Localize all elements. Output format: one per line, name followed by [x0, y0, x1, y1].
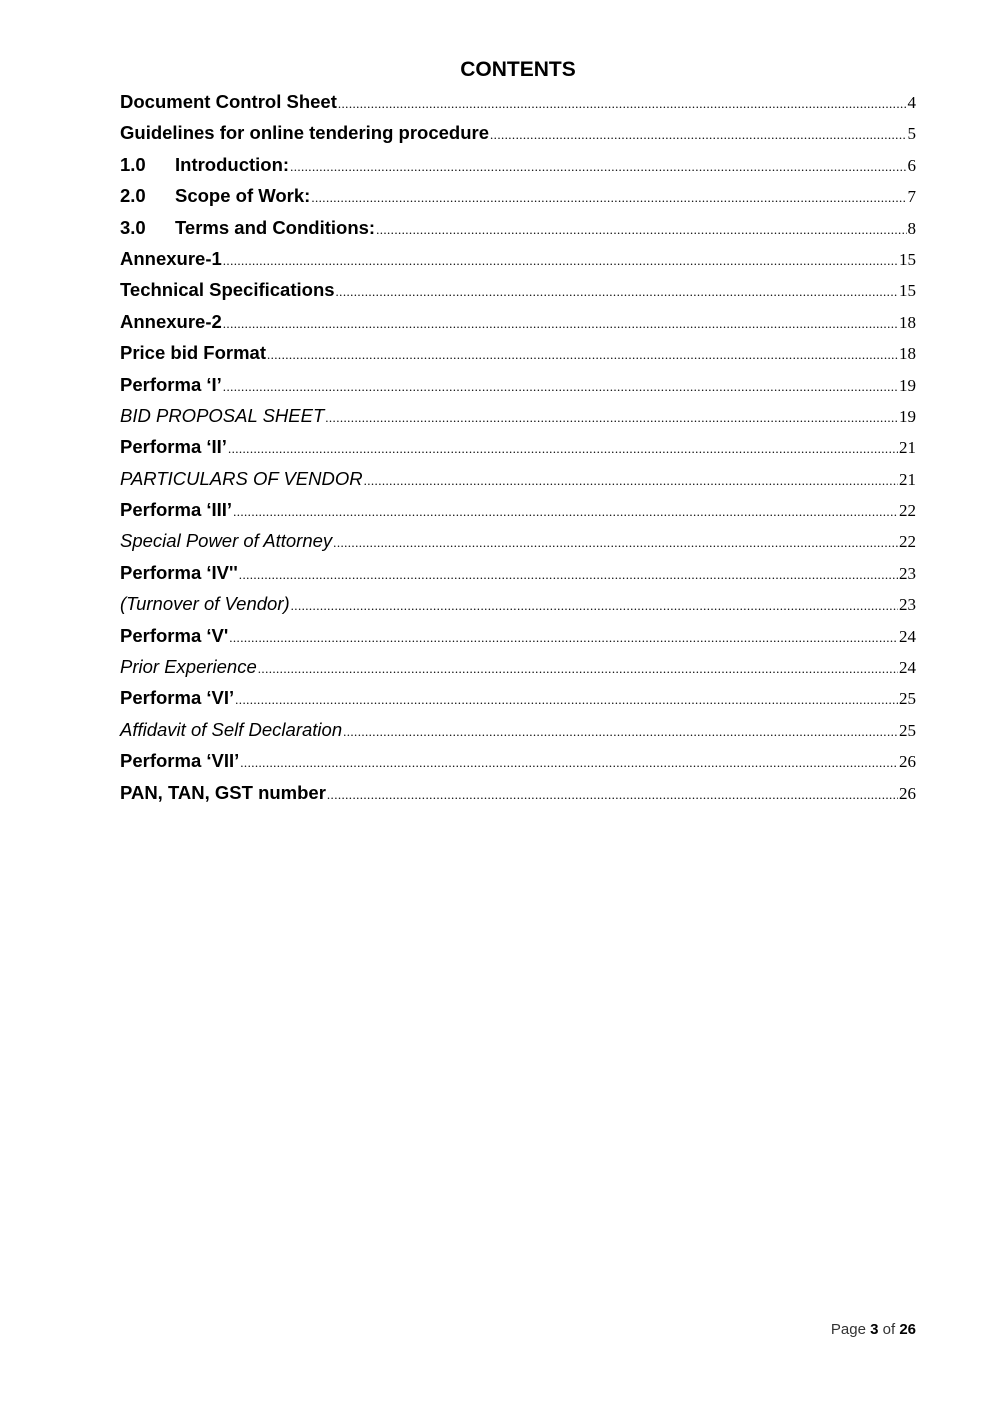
toc-entry-page: 24	[899, 658, 916, 678]
toc-entry-number: 3.0	[120, 216, 146, 238]
toc-entry-label	[120, 463, 363, 494]
dot-leader	[240, 747, 898, 778]
toc-entry-page: 23	[899, 595, 916, 615]
toc-entry-page: 15	[899, 281, 916, 301]
toc-entry-title: Performa ‘I’	[120, 373, 222, 395]
toc-entry[interactable]	[120, 180, 916, 211]
dot-leader	[490, 119, 906, 150]
toc-entry-page: 4	[907, 93, 916, 112]
toc-entry[interactable]	[120, 400, 916, 431]
toc-entry-title: Annexure-1	[120, 247, 222, 269]
page-title: CONTENTS	[460, 58, 576, 81]
toc-entry-title: Document Control Sheet	[120, 91, 337, 112]
dot-leader	[311, 182, 906, 213]
footer-total-pages: 26	[899, 1321, 916, 1338]
toc-entry[interactable]	[120, 620, 916, 651]
dot-leader	[325, 402, 898, 433]
toc-entry-title: PAN, TAN, GST number	[120, 781, 326, 803]
dot-leader	[333, 527, 898, 558]
toc-entry-label	[120, 212, 375, 243]
toc-entry-page: 25	[899, 720, 916, 740]
toc-entry-title: PARTICULARS OF VENDOR	[120, 467, 363, 489]
toc-entry[interactable]	[120, 714, 916, 745]
toc-entry[interactable]	[120, 682, 916, 713]
toc-entry-page: 25	[899, 689, 916, 709]
toc-entry[interactable]	[120, 86, 916, 117]
toc-entry-page: 8	[907, 218, 916, 238]
footer-page-prefix: Page	[830, 1321, 866, 1338]
toc-entry-title: BID PROPOSAL SHEET	[120, 404, 325, 426]
toc-entry-label	[120, 274, 335, 305]
toc-entry-title: Price bid Format	[120, 342, 266, 364]
toc-entry-label	[120, 494, 232, 525]
toc-entry-page: 21	[899, 438, 916, 458]
toc-entry-page: 21	[899, 469, 916, 489]
toc-entry-page: 23	[899, 563, 916, 583]
table-of-contents	[120, 86, 916, 808]
toc-entry-page: 15	[899, 249, 916, 269]
toc-entry-label	[120, 588, 290, 619]
dot-leader	[364, 465, 898, 496]
toc-entry-number: 2.0	[120, 185, 146, 207]
toc-entry-title: (Turnover of Vendor)	[120, 593, 290, 615]
toc-entry-title: Annexure-2	[120, 310, 222, 332]
page-footer	[831, 1321, 916, 1338]
toc-entry-title: Introduction:	[175, 153, 290, 175]
toc-entry-label	[120, 337, 266, 368]
dot-leader	[258, 653, 898, 684]
dot-leader	[223, 371, 898, 402]
toc-entry-title: Affidavit of Self Declaration	[120, 718, 343, 740]
dot-leader	[376, 214, 906, 245]
dot-leader	[327, 779, 898, 810]
toc-entry-number: 1.0	[120, 153, 146, 175]
toc-entry[interactable]	[120, 306, 916, 337]
toc-entry-page: 26	[899, 752, 916, 772]
dot-leader	[291, 590, 898, 621]
toc-entry[interactable]	[120, 588, 916, 619]
toc-entry-title: Performa ‘III’	[120, 499, 233, 521]
toc-entry-title: Prior Experience	[120, 656, 257, 678]
toc-entry-label	[120, 117, 489, 148]
toc-entry-label	[120, 777, 326, 808]
toc-entry[interactable]	[120, 337, 916, 368]
toc-entry-title: Performa ‘V'	[120, 624, 229, 646]
toc-entry-page: 26	[899, 783, 916, 803]
toc-entry-page: 5	[907, 124, 916, 144]
toc-entry-page: 19	[899, 375, 916, 395]
toc-entry[interactable]	[120, 777, 916, 808]
dot-leader	[233, 496, 898, 527]
toc-entry-page: 6	[907, 155, 916, 175]
toc-entry[interactable]	[120, 494, 916, 525]
toc-entry[interactable]	[120, 651, 916, 682]
toc-entry[interactable]	[120, 745, 916, 776]
toc-entry[interactable]	[120, 525, 916, 556]
toc-entry-label	[120, 243, 222, 274]
dot-leader	[290, 151, 906, 182]
toc-entry-page: 22	[899, 532, 916, 552]
toc-entry-page: 24	[899, 626, 916, 646]
toc-entry[interactable]	[120, 274, 916, 305]
toc-entry[interactable]	[120, 117, 916, 148]
toc-entry-label	[120, 306, 222, 337]
toc-entry-label	[120, 180, 310, 211]
toc-entry-label	[120, 745, 239, 776]
toc-entry-page: 22	[899, 501, 916, 521]
dot-leader	[343, 716, 898, 747]
dot-leader	[267, 339, 898, 370]
toc-entry-label	[120, 400, 324, 431]
toc-entry[interactable]	[120, 463, 916, 494]
toc-entry-title: Terms and Conditions:	[175, 216, 376, 238]
toc-entry-page: 7	[907, 187, 916, 207]
toc-entry-title: Special Power of Attorney	[120, 530, 333, 552]
toc-entry-label	[120, 557, 238, 588]
toc-entry-title: Technical Specifications	[120, 279, 335, 301]
toc-entry-page: 18	[899, 312, 916, 332]
toc-entry-title: Performa ‘II’	[120, 436, 227, 458]
toc-entry-label	[120, 369, 222, 400]
toc-entry[interactable]	[120, 212, 916, 243]
toc-entry[interactable]	[120, 149, 916, 180]
toc-entry-label	[120, 149, 289, 180]
toc-entry-label	[120, 620, 228, 651]
toc-entry[interactable]	[120, 369, 916, 400]
toc-entry-title: Performa ‘IV''	[120, 561, 238, 583]
toc-entry-title: Performa ‘VII’	[120, 750, 240, 772]
dot-leader	[338, 88, 907, 119]
dot-leader	[223, 308, 898, 339]
dot-leader	[239, 559, 898, 590]
toc-entry-label	[120, 431, 227, 462]
footer-current-page: 3	[870, 1321, 879, 1338]
toc-entry-label	[120, 651, 257, 682]
footer-of: of	[882, 1321, 896, 1338]
toc-entry-label	[120, 682, 234, 713]
dot-leader	[336, 276, 898, 307]
toc-entry[interactable]	[120, 557, 916, 588]
dot-leader	[228, 433, 898, 464]
toc-entry-label	[120, 525, 332, 556]
dot-leader	[235, 684, 898, 715]
dot-leader	[229, 622, 898, 653]
toc-entry-label	[120, 86, 337, 117]
toc-entry-title: Scope of Work:	[175, 185, 311, 207]
toc-entry-label	[120, 714, 342, 745]
toc-entry-page: 19	[899, 406, 916, 426]
toc-entry[interactable]	[120, 431, 916, 462]
toc-entry[interactable]	[120, 243, 916, 274]
toc-entry-title: Guidelines for online tendering procedure	[120, 122, 490, 144]
toc-entry-title: Performa ‘VI’	[120, 687, 235, 709]
dot-leader	[223, 245, 898, 276]
toc-entry-page: 18	[899, 344, 916, 364]
